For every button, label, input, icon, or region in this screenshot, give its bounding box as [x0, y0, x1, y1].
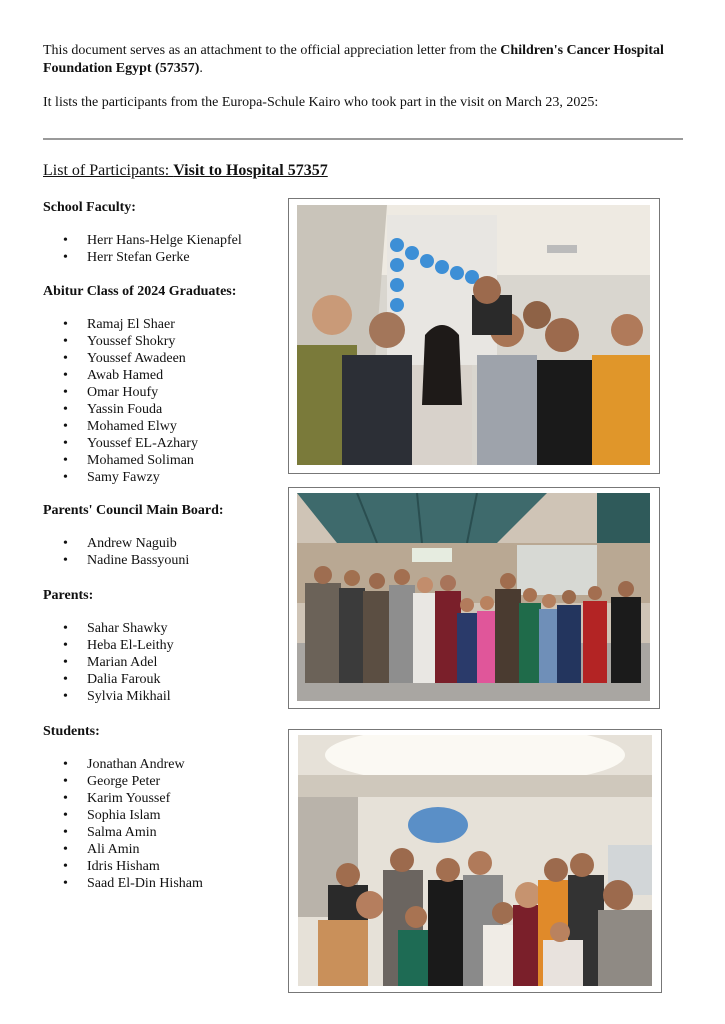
list-item: • Salma Amin: [43, 824, 283, 841]
group-photo-indoor-image: [297, 205, 650, 465]
section-parents-council: [43, 502, 283, 569]
list-item: • Sophia Islam: [43, 807, 283, 824]
list-title-prefix: List of Participants:: [43, 162, 174, 179]
foundation-name: Children's Cancer Hospital Foundation Egypt (57357): [43, 43, 664, 76]
list-item: • Ramaj El Shaer: [43, 316, 283, 333]
list-title-bold: Visit to Hospital 57357: [173, 162, 328, 179]
group-photo-outdoor-image: [297, 493, 650, 701]
group-photo-outdoor: [288, 487, 660, 709]
intro-text: This document serves as an attachment to the official appreciation letter from the: [43, 43, 501, 58]
section-heading: School Faculty:: [43, 200, 136, 215]
list-item: • George Peter: [43, 773, 283, 790]
list-item: • Saad El-Din Hisham: [43, 875, 283, 892]
intro-participants-line: It lists the participants from the Europa-Schule Kairo who took part in the visit on March 23, 2025:: [43, 95, 599, 110]
list-item: • Samy Fawzy: [43, 469, 283, 486]
name-list: [43, 316, 283, 486]
section-heading: Parents' Council Main Board:: [43, 503, 224, 518]
list-item: • Nadine Bassyouni: [43, 552, 283, 569]
group-photo-dome: [288, 729, 662, 993]
section-heading: Abitur Class of 2024 Graduates:: [43, 284, 237, 299]
list-item: • Sahar Shawky: [43, 620, 283, 637]
list-item: • Sylvia Mikhail: [43, 688, 283, 705]
list-item: • Heba El-Leithy: [43, 637, 283, 654]
list-item: • Herr Stefan Gerke: [43, 249, 283, 266]
list-item: • Omar Houfy: [43, 384, 283, 401]
list-item: • Idris Hisham: [43, 858, 283, 875]
list-item: • Yassin Fouda: [43, 401, 283, 418]
name-list: [43, 232, 283, 266]
list-item: • Youssef Awadeen: [43, 350, 283, 367]
list-item: • Andrew Naguib: [43, 535, 283, 552]
list-item: • Awab Hamed: [43, 367, 283, 384]
section-parents: [43, 587, 283, 705]
section-heading: Parents:: [43, 588, 94, 603]
section-heading: Students:: [43, 724, 100, 739]
name-list: [43, 535, 283, 569]
list-item: • Karim Youssef: [43, 790, 283, 807]
horizontal-rule: [43, 138, 683, 140]
intro-paragraph: [43, 42, 683, 78]
section-students: [43, 723, 283, 892]
list-item: • Herr Hans-Helge Kienapfel: [43, 232, 283, 249]
list-item: • Ali Amin: [43, 841, 283, 858]
name-list: [43, 620, 283, 705]
list-title: [43, 161, 328, 181]
section-school-faculty: [43, 199, 283, 266]
section-abitur-graduates: [43, 283, 283, 486]
list-item: • Youssef Shokry: [43, 333, 283, 350]
name-list: [43, 756, 283, 892]
list-item: • Dalia Farouk: [43, 671, 283, 688]
list-item: • Youssef EL-Azhary: [43, 435, 283, 452]
intro-period: .: [199, 61, 203, 76]
list-item: • Mohamed Soliman: [43, 452, 283, 469]
list-item: • Mohamed Elwy: [43, 418, 283, 435]
list-item: • Jonathan Andrew: [43, 756, 283, 773]
group-photo-indoor: [288, 198, 660, 474]
list-item: • Marian Adel: [43, 654, 283, 671]
group-photo-dome-image: [298, 735, 652, 986]
